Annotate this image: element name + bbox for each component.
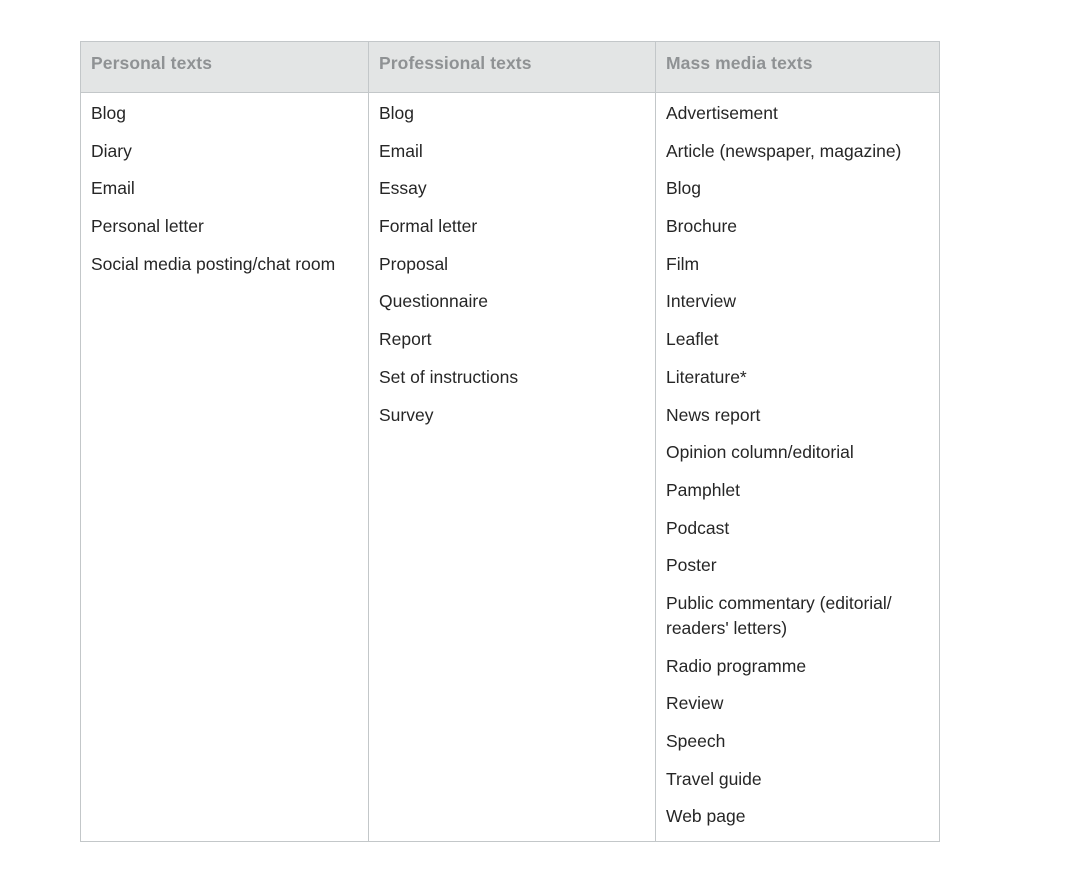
list-item: Social media posting/chat room (91, 253, 336, 274)
list-item: Review (666, 693, 724, 714)
list-item: Proposal (379, 253, 449, 274)
list-item: Speech (666, 731, 726, 751)
header-personal-texts: Personal texts (91, 53, 213, 73)
list-item: Pamphlet (666, 479, 740, 500)
list-item: Blog (666, 178, 702, 199)
list-item: Travel guide (666, 768, 762, 789)
list-item: Opinion column/editorial (666, 442, 854, 463)
list-item: Blog (91, 103, 127, 123)
list-item: Brochure (666, 216, 738, 237)
header-professional-texts: Professional texts (368, 42, 655, 92)
list-item: Email (91, 178, 135, 199)
list-item: Public commentary (editorial/ readers' letters) (666, 592, 892, 638)
header-mass-media-texts: Mass media texts (655, 42, 939, 92)
list-item: Film (666, 253, 700, 274)
list-item: Web page (666, 806, 746, 827)
list-item: Personal letter (91, 216, 204, 237)
list-item: Interview (666, 291, 737, 312)
table-header-row (81, 42, 939, 93)
list-item: Diary (91, 140, 132, 161)
list-item: Podcast (666, 517, 730, 538)
list-item: Survey (379, 404, 434, 425)
list-item: Article (newspaper, magazine) (666, 140, 902, 161)
list-item: News report (666, 404, 761, 425)
column-mass-media-texts (655, 93, 939, 842)
list-item: Literature* (666, 366, 747, 387)
list-item: Advertisement (666, 103, 778, 123)
text-types-table (80, 41, 940, 842)
list-item: Set of instructions (379, 366, 519, 387)
column-professional-texts (368, 93, 655, 842)
list-item: Essay (379, 178, 427, 199)
list-item: Questionnaire (379, 291, 488, 312)
list-item: Email (379, 140, 423, 161)
list-item: Radio programme (666, 655, 807, 676)
list-item: Poster (666, 555, 717, 576)
list-item: Report (379, 329, 432, 350)
column-personal-texts (81, 93, 368, 842)
list-item: Blog (379, 103, 415, 123)
list-item: Leaflet (666, 329, 719, 350)
table-body (81, 93, 939, 842)
list-item: Formal letter (379, 216, 478, 237)
